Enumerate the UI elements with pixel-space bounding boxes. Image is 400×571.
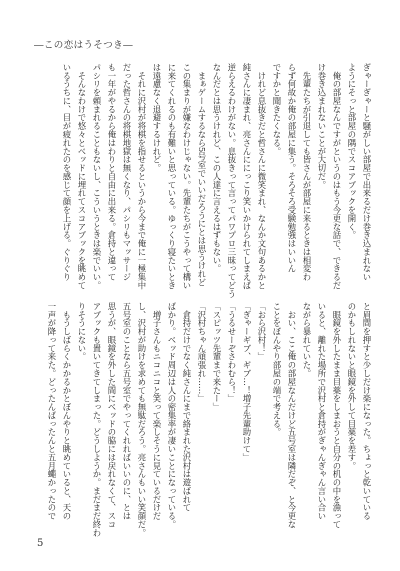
text-line: 先輩たちが引退しても皆さんが部屋に来るときは相変わ [302,63,312,282]
text-line: そんなわけで悠々とベッドに埋れてスコアブックを眺めて [77,63,87,290]
text-line: ですかと聞きたくなる。 [272,63,282,156]
text-line: なんだとは思うけれど、この人達に言えるはずもない。 [212,63,222,273]
text-line: し、沢村が助けを求めても無駄だろう。亮さんもいい笑顔だ。 [137,302,147,537]
lower-text-block [44,302,374,537]
text-line: だった哲さんの将棋地獄は無くなり、パシリもマッサージ [122,63,132,282]
text-line: ながら暴れていた。 [302,302,312,378]
text-line: いるうちに、目が疲れたのを感じて顔を上げる。ぐりぐり [62,63,72,282]
text-line: と眉間を押すと少しだけ楽になった。ちょっと乾いている [362,302,372,521]
text-line: も一年がやるから俺はわりと自由に出来る。倉持と違って [107,63,117,282]
text-line: ばかり。ベッド周辺は人の密集率が凄いことになっている。 [167,302,177,529]
text-line: は遠慮なく退避するけれど。 [152,63,162,173]
text-line: 一声が降って来た。どったんばったんと五月蠅かったので [47,302,57,521]
text-line: 「沢村ちゃん頑張れ……」 [197,302,207,403]
text-line: 逆らえるわけがない。息抜きって言ってパワプロ三昧ってどう [227,63,237,298]
text-line: 「おら沢村！」 [257,302,267,361]
text-line: け巻き込まれないことが大切だ。 [317,63,327,189]
text-line: おい、ここ俺の部屋なんだけど五号室は隣だぞ、と今更な [287,302,297,529]
text-line: 「スピッツ先輩まで来たー」 [212,302,222,412]
text-line: 五号室のことなら五号室でやってくれればいいのに、とは [122,302,132,521]
upper-text-block [59,63,374,298]
text-line: もうしばらくかかるかとぼんやりと眺めていると、天の [62,302,72,521]
text-line: いると、離れた場所で沢村と倉持がぎゃんぎゃん言い合い [317,302,327,521]
text-line: パシリを頼まれることもないし、こういうときは楽でいい。 [92,63,102,290]
text-line: けれど息抜きだと哲さんに微笑まれ、なんか文句あるかと [257,63,267,290]
text-line: ようにそっと部屋の隅でスコアブックを開く。 [347,63,357,240]
page-number: 5 [37,538,44,549]
text-line: 倉持だけでなく純さんにまで絡まれた沢村は遊ばれて [182,302,192,512]
text-line: それに沢村が将棋を指せるというから今まで俺に一極集中 [137,63,147,290]
text-line: 眼鏡を外したまま目薬をしまおうと自分の机の中を漁って [332,302,342,529]
text-line: らず何故か俺の部屋に集う。そろそろ受験勉強はいいん [287,63,297,273]
text-line: アブックも置いてきてしまった。どうしようか。まだまだ終わ [92,302,102,537]
text-line: ぎゃーぎゃーと騒がしい部屋で出来るだけ巻き込まれない [362,63,372,282]
text-line: に来てくれるのも有難いと思っている。ゆっくり寝たいとき [167,63,177,290]
text-line: 思うが、眼鏡を外した間にベッドの脇には戻れなくて、スコ [107,302,117,529]
text-line: この集まりが嫌なわけじゃない。先輩たちがこうやって構い [182,63,192,290]
text-line: 純さんに凄まれ、亮さんににっこり笑いかけられてしまえば [242,63,252,290]
running-header: ―この恋はうそつき― [34,40,134,51]
text-line: 「ぎゃーギブ、ギブ…！増子先輩助けて」 [242,302,252,462]
text-line: 俺の部屋なんですがというのはもう今更な話で、できるだ [332,63,342,290]
text-line: りそうにない。 [77,302,87,361]
text-line: ことをぼんやり部屋の端で考える。 [272,302,282,437]
text-line: 増子さんもニコニコと笑って楽しそうに見ているだけだ [152,302,162,521]
text-line: のかもしれないと眼鏡を外して目薬を差す。 [347,302,357,470]
text-line: 「うるせーぞさわむら！」 [227,302,237,403]
text-line: まぁゲームするなら5号室でいいだろうにとは思うけれど [197,63,207,287]
